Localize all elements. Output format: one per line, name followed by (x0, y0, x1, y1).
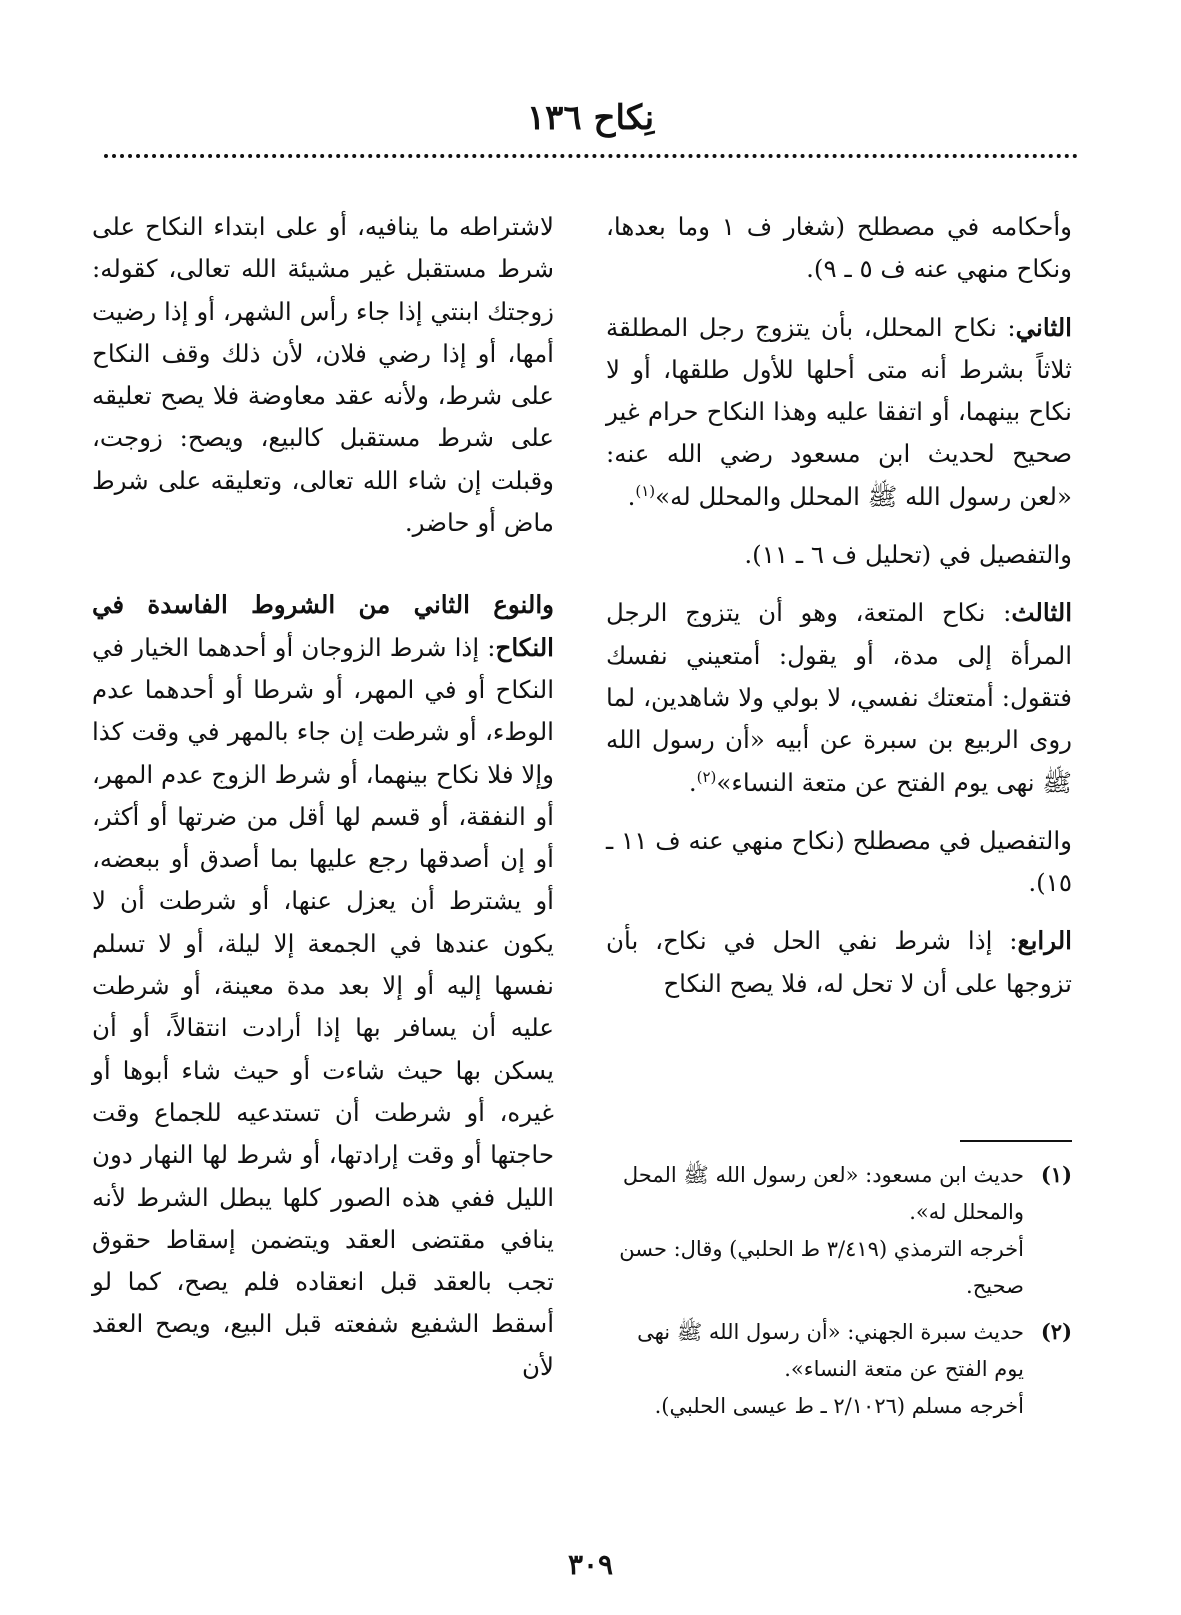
paragraph: الثالث: نكاح المتعة، وهو أن يتزوج الرجل المرأة إلى مدة، أو يقول: أمتعيني نفسك فتقول: أمتعتك نفسي، لا بولي ولا شاهدين، لما روى الربيع بن سبرة عن أبيه «أن رسول الله ﷺ نهى يوم الفتح عن متعة النساء»$^{(٢)}$. (606, 598, 1072, 797)
paragraph-text: والتفصيل في مصطلح (نكاح منهي عنه ف ١١ ـ ١٥). (606, 825, 1072, 898)
footnote-ref: (١) (635, 481, 656, 500)
paragraph (606, 534, 1072, 576)
footnote-ref: (٢) (696, 767, 717, 786)
paragraph-lead: الثاني (1015, 312, 1072, 342)
footnote-source: أخرجه الترمذي (٣/٤١٩ ط الحلبي) وقال: حسن صحيح. (619, 1237, 1024, 1298)
running-header: نِكاح ١٣٦ (526, 98, 655, 138)
paragraph-text: : إذا شرط نفي الحل في نكاح، بأن تزوجها على أن لا تحل له، فلا يصح النكاح (606, 926, 1072, 998)
paragraph-lead: الرابع (1017, 926, 1072, 956)
paragraph (606, 820, 1072, 905)
footnote (606, 1156, 1072, 1305)
footnote-text: حديث سبرة الجهني: «أن رسول الله ﷺ نهى يوم الفتح عن متعة النساء». (637, 1320, 1024, 1381)
paragraph-text: : نكاح المحلل، بأن يتزوج رجل المطلقة ثلاثاً بشرط أنه متى أحلها للأول طلقها، أو لا نكاح بينهما، أو اتفقا عليه وهذا النكاح حرام غير صحيح لحديث ابن مسعود رضي الله عنه: «لعن رسول الله ﷺ المحلل والمحلل له» (606, 312, 1072, 511)
right-column (606, 206, 1072, 1021)
footnote-text: حديث ابن مسعود: «لعن رسول الله ﷺ المحل والمحلل له». (622, 1163, 1024, 1224)
paragraph-text: لاشتراطه ما ينافيه، أو على ابتداء النكاح على شرط مستقبل غير مشيئة الله تعالى، كقوله: زوجتك ابنتي إذا جاء رأس الشهر، أو إذا رضيت أمها، أو إذا رضي فلان، لأن ذلك وقف النكاح على شرط، ولأنه عقد معاوضة فلا يصح تعليقه على شرط مستقبل كالبيع، ويصح: زوجت، وقبلت إن شاء الله تعالى، وتعليقه على شرط ماض أو حاضر. (92, 212, 554, 538)
footnote-number: (١) (1040, 1162, 1072, 1187)
paragraph (606, 920, 1072, 1005)
paragraph (606, 206, 1072, 291)
paragraph-text: : إذا شرط الزوجان أو أحدهما الخيار في النكاح أو في المهر، أو شرطا أو أحدهما عدم الوطء، أو شرطت إن جاء بالمهر في وقت كذا وإلا فلا نكاح بينهما، أو شرط الزوج عدم المهر، أو النفقة، أو قسم لها أقل من ضرتها أو أكثر، أو إن أصدقها رجع عليها بما أصدق أو ببعضه، أو يشترط أن يعزل عنها، أو شرطت أن لا يكون عندها في الجمعة إلا ليلة، أو لا تسلم نفسها إليه أو إلا بعد مدة معينة، أو شرطت عليه أن يسافر بها إذا أرادت انتقالاً، أو أن يسكن بها حيث شاءت أو حيث شاء أبوها أو غيره، أو شرطت أن تستدعيه للجماع وقت حاجتها أو وقت إرادتها، أو شرط لها النهار دون الليل ففي هذه الصور كلها يبطل الشرط لأنه ينافي مقتضى العقد ويتضمن إسقاط حقوق تجب بالعقد قبل انعقاده فلم يصح، كما لو أسقط الشفيع شفعته قبل البيع، ويصح العقد لأن (92, 632, 554, 1381)
paragraph (92, 584, 554, 1388)
paragraph-text: وأحكامه في مصطلح (شغار ف ١ وما بعدها، ونكاح منهي عنه ف ٥ ـ ٩). (606, 212, 1072, 284)
paragraph: الثاني: نكاح المحلل، بأن يتزوج رجل المطلقة ثلاثاً بشرط أنه متى أحلها للأول طلقها، أو لا نكاح بينهما، أو اتفقا عليه وهذا النكاح حرام غير صحيح لحديث ابن مسعود رضي الله عنه: «لعن رسول الله ﷺ المحلل والمحلل له»$^{(١)}$. (606, 312, 1072, 511)
footnote-separator (960, 1140, 1072, 1142)
footnote-number: (٢) (1040, 1319, 1072, 1344)
left-column (92, 206, 554, 1404)
header-dotted-divider (104, 154, 1078, 158)
paragraph-text: والتفصيل في (تحليل ف ٦ ـ ١١). (744, 540, 1072, 570)
page-number: ٣٠٩ (567, 1548, 614, 1581)
paragraph-lead: والنوع الثاني من الشروط الفاسدة في النكاح (92, 590, 554, 662)
footnote-source: أخرجه مسلم (٢/١٠٢٦ ـ ط عيسى الحلبي). (654, 1394, 1024, 1418)
paragraph-lead: الثالث (1011, 598, 1072, 628)
footnote (606, 1313, 1072, 1425)
paragraph-text: : نكاح المتعة، وهو أن يتزوج الرجل المرأة إلى مدة، أو يقول: أمتعيني نفسك فتقول: أمتعتك نفسي، لا بولي ولا شاهدين، لما روى الربيع بن سبرة عن أبيه «أن رسول الله ﷺ نهى يوم الفتح عن متعة النساء» (606, 598, 1072, 797)
paragraph (92, 206, 554, 544)
footnotes (606, 1156, 1072, 1433)
